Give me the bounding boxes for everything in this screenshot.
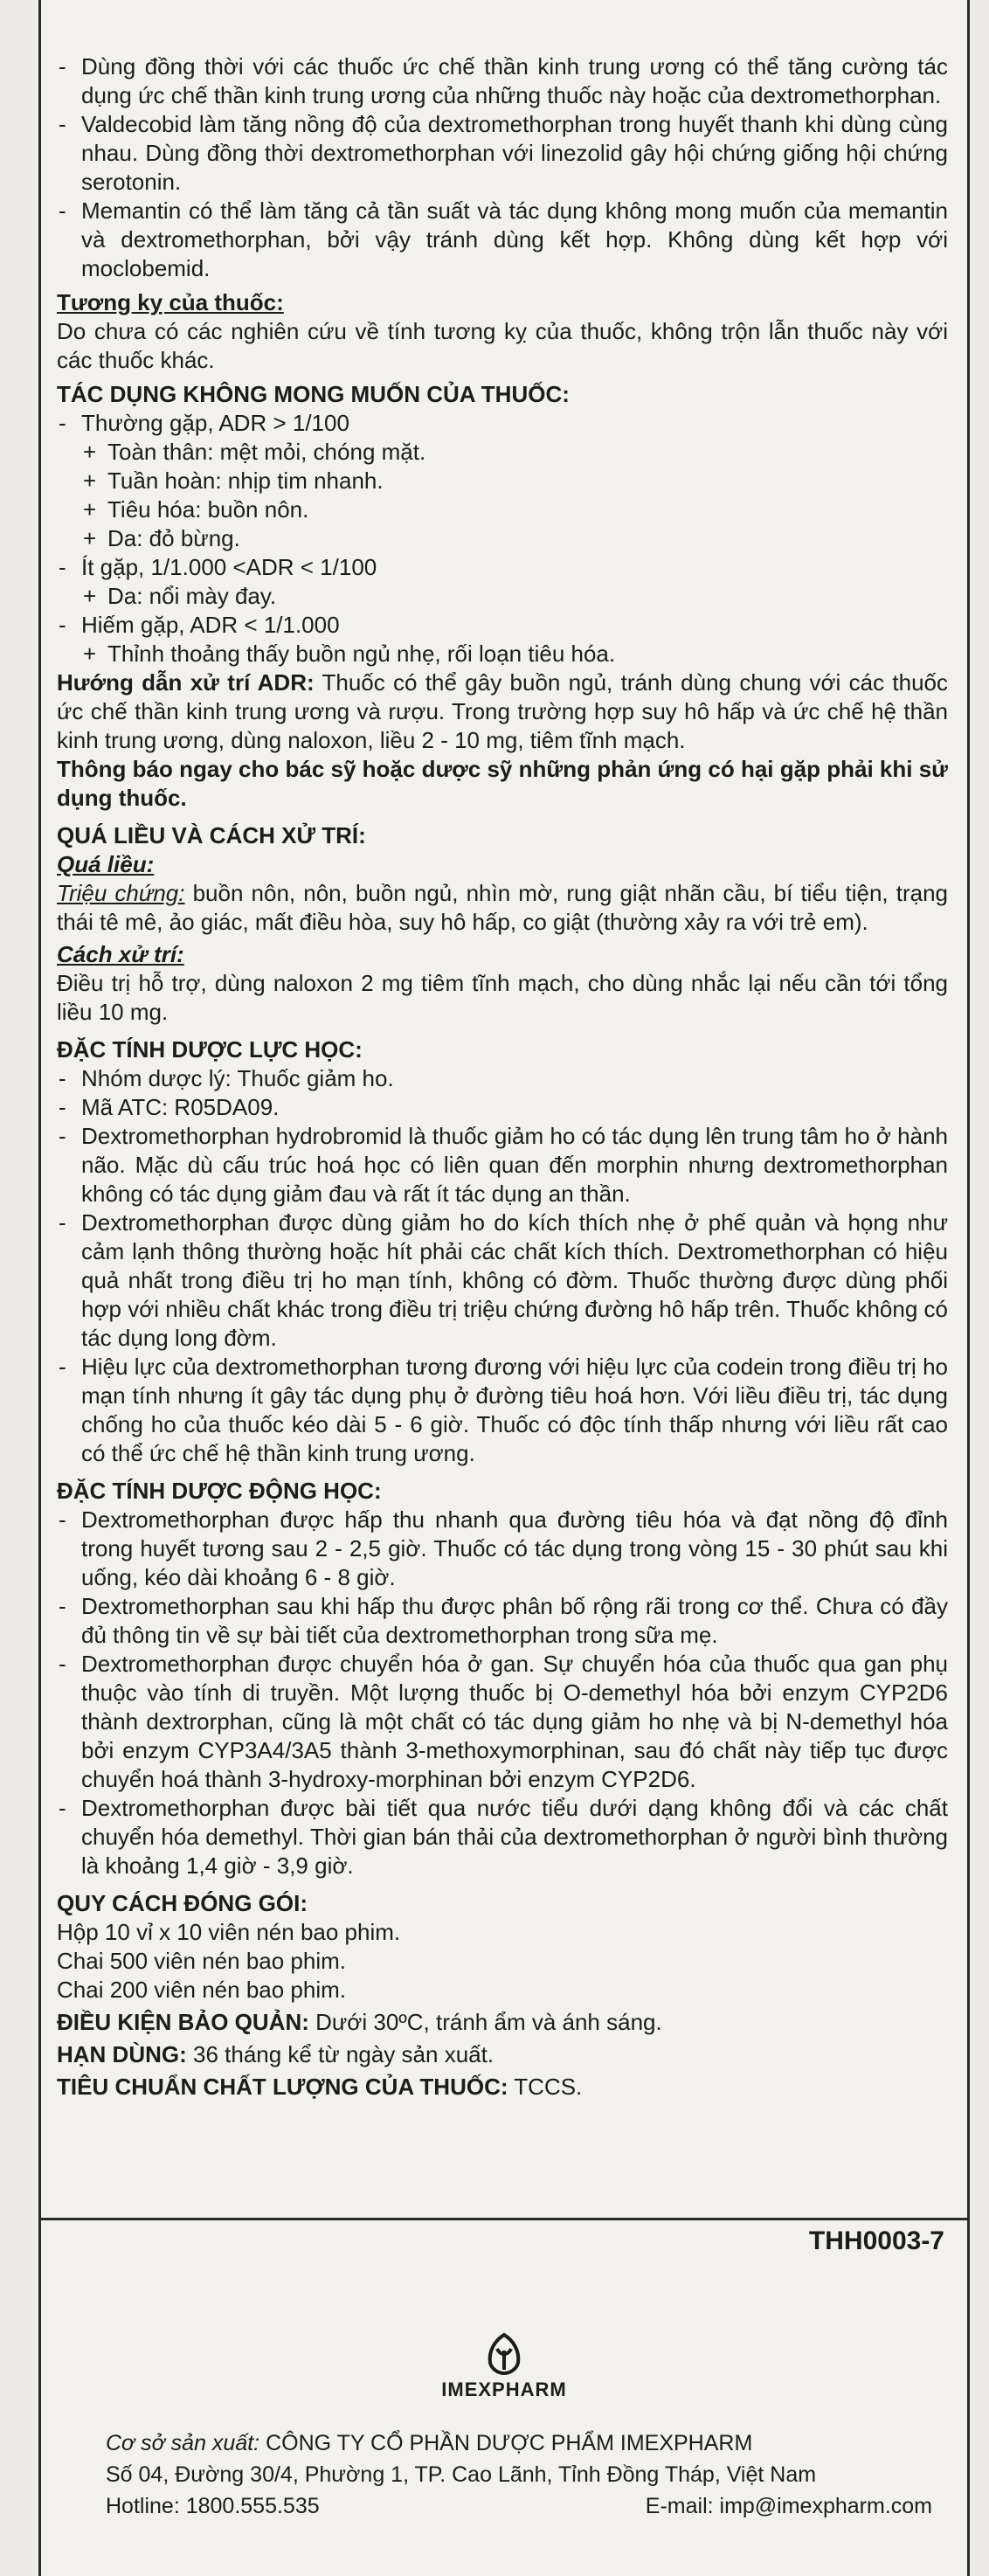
- adr-guidance-label: Hướng dẫn xử trí ADR:: [57, 669, 315, 696]
- overdose-symptoms-label: Triệu chứng:: [57, 880, 185, 906]
- pharmacokinetics-heading: ĐẶC TÍNH DƯỢC ĐỘNG HỌC:: [57, 1478, 382, 1504]
- adr-rare-item: + Thỉnh thoảng thấy buồn ngủ nhẹ, rối loạn tiêu hóa.: [57, 640, 948, 668]
- overdose-heading: QUÁ LIỀU VÀ CÁCH XỬ TRÍ:: [57, 822, 366, 848]
- adr-heading: TÁC DỤNG KHÔNG MONG MUỐN CỦA THUỐC:: [57, 381, 570, 407]
- adr-common-item: + Tiêu hóa: buồn nôn.: [57, 495, 948, 524]
- packaging-line: Chai 500 viên nén bao phim.: [57, 1948, 347, 1974]
- hotline: Hotline: 1800.555.535: [106, 2494, 320, 2518]
- imexpharm-logo-icon: [476, 2331, 532, 2377]
- standard-label: TIÊU CHUẨN CHẤT LƯỢNG CỦA THUỐC:: [57, 2074, 508, 2100]
- pharmacodynamics-item: - Mã ATC: R05DA09.: [57, 1093, 948, 1122]
- storage-label: ĐIỀU KIỆN BẢO QUẢN:: [57, 2009, 309, 2035]
- pharmacodynamics-item: - Dextromethorphan được dùng giảm ho do kích thích nhẹ ở phế quản và họng như cảm lạnh thông thường hoặc hít phải các chất kích thích. Dextromethorphan có hiệu quả nhất trong điều trị ho mạn tính, không có đờm. Thuốc thường được dùng phối hợp với nhiều chất khác trong điều trị triệu chứng đường hô hấp trên. Thuốc không có tác dụng long đờm.: [57, 1208, 948, 1353]
- pharmacokinetics-item: - Dextromethorphan sau khi hấp thu được phân bố rộng rãi trong cơ thể. Chưa có đầy đủ thông tin về sự bài tiết của dextromethorphan trong sữa mẹ.: [57, 1592, 948, 1650]
- incompatibility-text: Do chưa có các nghiên cứu về tính tương kỵ của thuốc, không trộn lẫn thuốc này với các thuốc khác.: [57, 318, 948, 373]
- pharmacodynamics-item: - Dextromethorphan hydrobromid là thuốc giảm ho có tác dụng lên trung tâm ho ở hành não. Mặc dù cấu trúc hoá học có liên quan đến morphin nhưng dextromethorphan không có tác dụng giảm đau và rất ít tác dụng an thần.: [57, 1122, 948, 1208]
- storage-line: [57, 2008, 948, 2037]
- logo-text: IMEXPHARM: [441, 2379, 567, 2400]
- packaging-line: Hộp 10 vỉ x 10 viên nén bao phim.: [57, 1919, 401, 1945]
- adr-guidance: [57, 668, 948, 755]
- interaction-item: - Valdecobid làm tăng nồng độ của dextromethorphan trong huyết thanh khi dùng cùng nhau. Dùng đồng thời dextromethorphan với linezolid gây hội chứng giống hội chứng serotonin.: [57, 110, 948, 197]
- packaging-heading: QUY CÁCH ĐÓNG GÓI:: [57, 1890, 308, 1916]
- packaging-line: Chai 200 viên nén bao phim.: [57, 1977, 347, 2003]
- standard-line: [57, 2073, 948, 2102]
- adr-common: - Thường gặp, ADR > 1/100: [57, 409, 948, 438]
- pharmacodynamics-item: - Nhóm dược lý: Thuốc giảm ho.: [57, 1064, 948, 1093]
- adr-common-item: + Tuần hoàn: nhịp tim nhanh.: [57, 467, 948, 495]
- incompatibility-heading: Tương kỵ của thuốc:: [57, 289, 284, 315]
- overdose-treatment-text: Điều trị hỗ trợ, dùng naloxon 2 mg tiêm tĩnh mạch, cho dùng nhắc lại nếu cần tới tổng liều 10 mg.: [57, 970, 948, 1025]
- storage-text: Dưới 30ºC, tránh ẩm và ánh sáng.: [308, 2009, 662, 2035]
- overdose-symptoms: [57, 879, 948, 937]
- leaflet-content: [57, 52, 948, 2102]
- expiry-label: HẠN DÙNG:: [57, 2041, 187, 2067]
- pharmacokinetics-item: - Dextromethorphan được bài tiết qua nước tiểu dưới dạng không đổi và các chất chuyển hóa demethyl. Thời gian bán thải của dextromethorphan ở người bình thường là khoảng 1,4 giờ - 3,9 giờ.: [57, 1794, 948, 1880]
- company-logo: [41, 2331, 967, 2401]
- section-divider: [41, 2218, 967, 2220]
- contact-row: [106, 2490, 932, 2522]
- overdose-treatment-heading: Cách xử trí:: [57, 941, 184, 967]
- manufacturer-info: [106, 2427, 932, 2522]
- expiry-line: [57, 2040, 948, 2069]
- pharmacokinetics-item: - Dextromethorphan được hấp thu nhanh qua đường tiêu hóa và đạt nồng độ đỉnh trong huyết tương sau 2 - 2,5 giờ. Thuốc có tác dụng trong vòng 15 - 30 phút sau khi uống, kéo dài khoảng 6 - 8 giờ.: [57, 1506, 948, 1592]
- expiry-text: 36 tháng kể từ ngày sản xuất.: [186, 2041, 494, 2067]
- adr-guidance-text: Thuốc có thể gây buồn ngủ, tránh dùng chung với các thuốc ức chế thần kinh trung ương và rượu. Trong trường hợp suy hô hấp và ức chế hệ thần kinh trung ương, dùng naloxon, liều 2 - 10 mg, tiêm tĩnh mạch.: [57, 669, 948, 753]
- document-code: THH0003-7: [808, 2226, 944, 2255]
- adr-uncommon: - Ít gặp, 1/1.000 <ADR < 1/100: [57, 553, 948, 582]
- pharmacokinetics-item: - Dextromethorphan được chuyển hóa ở gan. Sự chuyển hóa của thuốc qua gan phụ thuộc vào tính di truyền. Một lượng thuốc bị O-demethyl hóa bởi enzym CYP2D6 thành dextrorphan, cũng là một chất có tác dụng giảm ho nhẹ và bị N-demethyl hóa bởi enzym CYP3A4/3A5 thành 3-methoxymorphinan, sau đó chất này tiếp tục được chuyển hoá thành 3-hydroxy-morphinan bởi enzym CYP2D6.: [57, 1650, 948, 1794]
- standard-text: TCCS.: [508, 2074, 583, 2100]
- manufacturer-name: CÔNG TY CỔ PHẦN DƯỢC PHẨM IMEXPHARM: [266, 2431, 753, 2455]
- manufacturer-label: Cơ sở sản xuất:: [106, 2431, 260, 2455]
- interaction-item: - Memantin có thể làm tăng cả tần suất và tác dụng không mong muốn của memantin và dextromethorphan, bởi vậy tránh dùng kết hợp. Không dùng kết hợp với moclobemid.: [57, 197, 948, 283]
- leaflet-page: [38, 0, 970, 2576]
- pharmacodynamics-heading: ĐẶC TÍNH DƯỢC LỰC HỌC:: [57, 1036, 363, 1063]
- overdose-subheading: Quá liều:: [57, 851, 155, 877]
- adr-common-item: + Da: đỏ bừng.: [57, 524, 948, 553]
- overdose-symptoms-text: buồn nôn, nôn, buồn ngủ, nhìn mờ, rung giật nhãn cầu, bí tiểu tiện, trạng thái tê mê, ảo giác, mất điều hòa, suy hô hấp, co giật (thường xảy ra với trẻ em).: [57, 880, 948, 935]
- adr-notify: Thông báo ngay cho bác sỹ hoặc dược sỹ những phản ứng có hại gặp phải khi sử dụng thuốc.: [57, 756, 948, 811]
- adr-uncommon-item: + Da: nổi mày đay.: [57, 582, 948, 611]
- manufacturer-address: Số 04, Đường 30/4, Phường 1, TP. Cao Lãnh, Tỉnh Đồng Tháp, Việt Nam: [106, 2462, 817, 2487]
- manufacturer-line: [106, 2427, 932, 2459]
- interaction-item: - Dùng đồng thời với các thuốc ức chế thần kinh trung ương có thể tăng cường tác dụng ức chế thần kinh trung ương của những thuốc này hoặc của dextromethorphan.: [57, 52, 948, 110]
- pharmacodynamics-item: - Hiệu lực của dextromethorphan tương đương với hiệu lực của codein trong điều trị ho mạn tính nhưng ít gây tác dụng phụ ở đường tiêu hoá hơn. Với liều điều trị, tác dụng chống ho của thuốc kéo dài 5 - 6 giờ. Thuốc có độc tính thấp nhưng với liều rất cao có thể ức chế hệ thần kinh trung ương.: [57, 1353, 948, 1468]
- email: E-mail: imp@imexpharm.com: [645, 2494, 932, 2518]
- adr-common-item: + Toàn thân: mệt mỏi, chóng mặt.: [57, 438, 948, 467]
- adr-rare: - Hiếm gặp, ADR < 1/1.000: [57, 611, 948, 640]
